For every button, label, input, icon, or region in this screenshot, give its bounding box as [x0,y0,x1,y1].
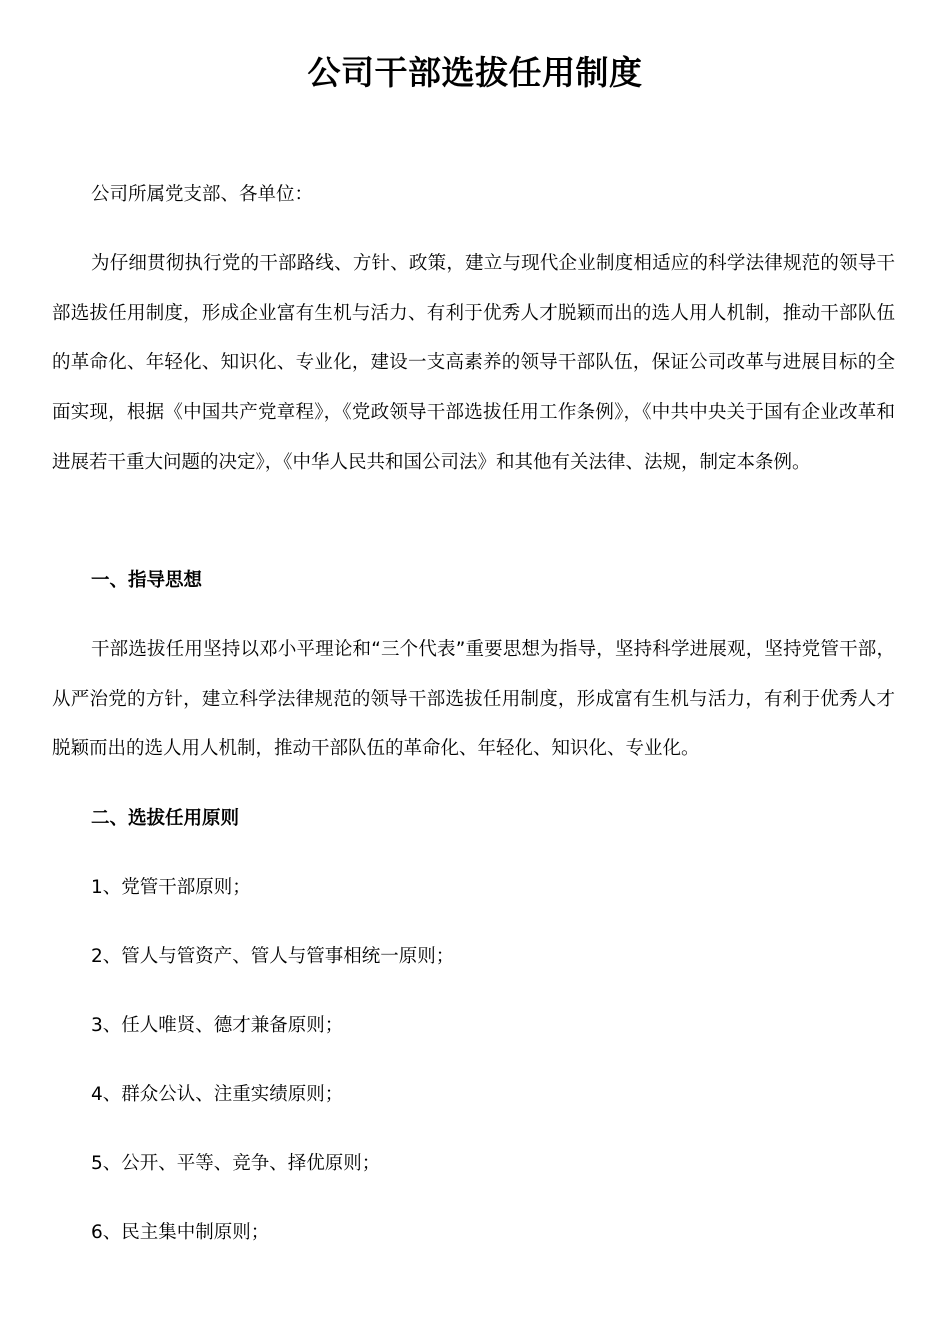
document-title: 公司干部选拔任用制度 [307,53,643,92]
section-heading-principles: 二、选拔任用原则 [91,808,240,829]
principle-item: 2、管人与管资产、管人与管事相统一原则； [91,946,455,967]
guiding-ideology-paragraph: 干部选拔任用坚持以邓小平理论和“三个代表”重要思想为指导，坚持科学进展观，坚持党管干部，从严治党的方针，建立科学法律规范的领导干部选拔任用制度，形成富有生机与活力，有利于优秀人才脱颖而出的选人用人机制，推动干部队伍的革命化、年轻化、知识化、专业化。 [52,639,895,760]
principle-item: 6、民主集中制原则； [91,1222,270,1243]
intro-paragraph: 为仔细贯彻执行党的干部路线、方针、政策，建立与现代企业制度相适应的科学法律规范的领导干部选拔任用制度，形成企业富有生机与活力、有利于优秀人才脱颖而出的选人用人机制，推动干部队伍的革命化、年轻化、知识化、专业化，建设一支高素养的领导干部队伍，保证公司改革与进展目标的全面实现，根据《中国共产党章程》，《党政领导干部选拔任用工作条例》，《中共中央关于国有企业改革和进展若干重大问题的决定》，《中华人民共和国公司法》和其他有关法律、法规，制定本条例。 [52,253,895,473]
salutation: 公司所属党支部、各单位： [91,184,314,205]
principle-item: 3、任人唯贤、德才兼备原则； [91,1015,344,1036]
principle-item: 4、群众公认、注重实绩原则； [91,1084,344,1105]
section-heading-guiding-ideology: 一、指导思想 [91,570,203,591]
principle-item: 1、党管干部原则； [91,877,251,898]
principle-item: 5、公开、平等、竞争、择优原则； [91,1153,381,1174]
